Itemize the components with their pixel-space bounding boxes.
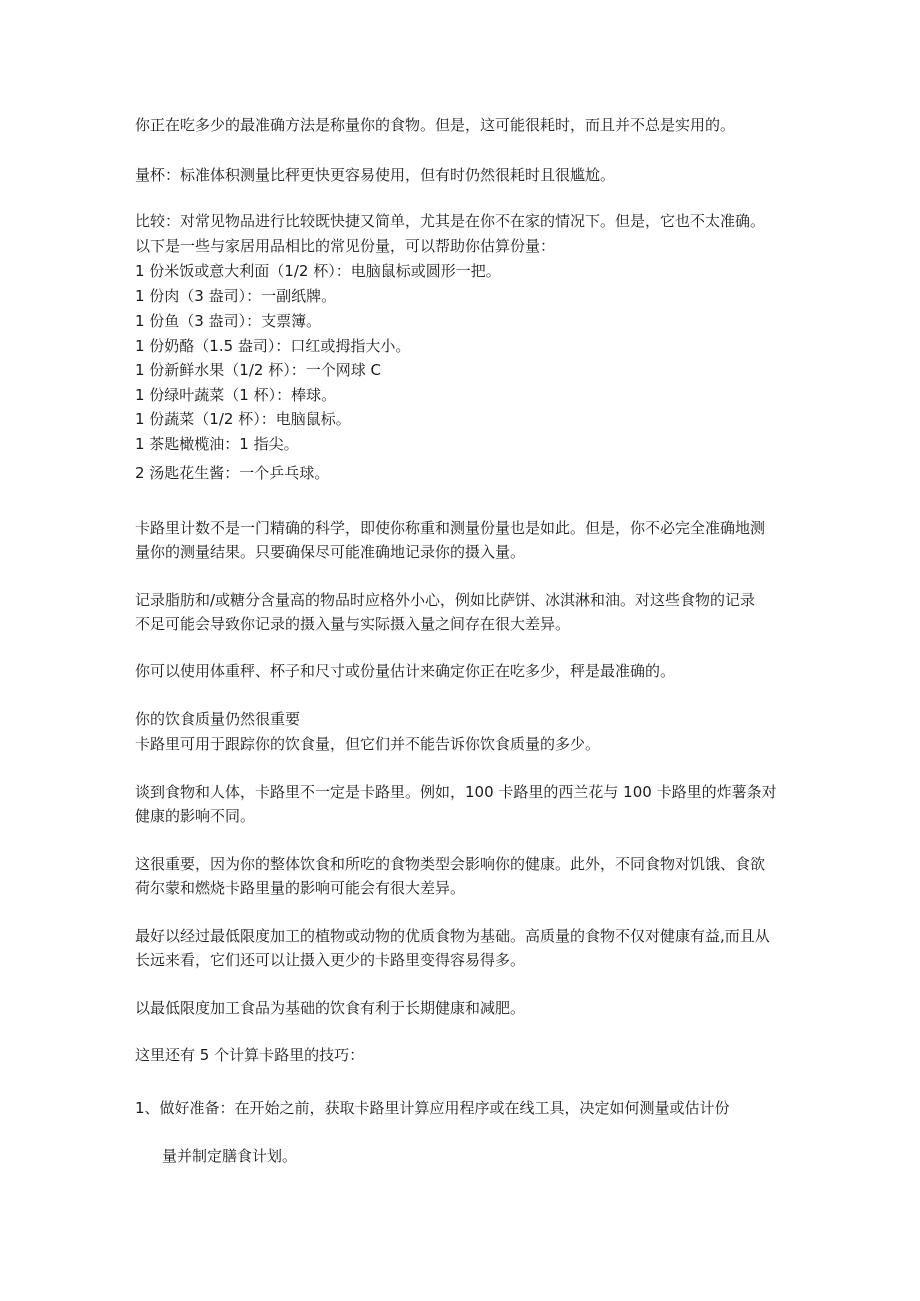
portion-item-greens: 1 份绿叶蔬菜（1 杯）：棒球。 — [135, 386, 337, 404]
tip-1-line1: 1、做好准备：在开始之前，获取卡路里计算应用程序或在线工具，决定如何测量或估计份 — [135, 1099, 730, 1117]
portion-item-rice: 1 份米饭或意大利面（1/2 杯）：电脑鼠标或圆形一把。 — [135, 262, 501, 280]
paragraph-measuring-cups: 量杯：标准体积测量比秤更快更容易使用，但有时仍然很耗时且很尴尬。 — [135, 166, 616, 184]
section-heading-diet-quality: 你的饮食质量仍然很重要 — [135, 710, 301, 728]
paragraph-calories-quality: 卡路里可用于跟踪你的饮食量，但它们并不能告诉你饮食质量的多少。 — [135, 735, 601, 753]
paragraph-calorie-example-line1: 谈到食物和人体，卡路里不一定是卡路里。例如，100 卡路里的西兰花与 100 卡路里的炸薯条对 — [135, 783, 777, 801]
paragraph-weighing-intro: 你正在吃多少的最准确方法是称量你的食物。但是，这可能很耗时，而且并不总是实用的。 — [135, 116, 736, 134]
portion-item-meat: 1 份肉（3 盎司）：一副纸牌。 — [135, 287, 337, 305]
paragraph-importance-line2: 荷尔蒙和燃烧卡路里量的影响可能会有很大差异。 — [135, 879, 466, 897]
paragraph-minimally-processed: 以最低限度加工食品为基础的饮食有利于长期健康和减肥。 — [135, 999, 526, 1017]
portion-list-intro: 以下是一些与家居用品相比的常见份量，可以帮助你估算份量： — [135, 237, 556, 255]
tips-intro: 这里还有 5 个计算卡路里的技巧： — [135, 1046, 365, 1064]
portion-item-vegetables: 1 份蔬菜（1/2 杯）：电脑鼠标。 — [135, 410, 351, 428]
portion-item-olive-oil: 1 茶匙橄榄油：1 指尖。 — [135, 435, 299, 453]
paragraph-importance-line1: 这很重要，因为你的整体饮食和所吃的食物类型会影响你的健康。此外，不同食物对饥饿、食欲 — [135, 855, 766, 873]
portion-item-peanut-butter: 2 汤匙花生酱：一个乒乓球。 — [135, 464, 330, 482]
portion-item-fruit: 1 份新鲜水果（1/2 杯）：一个网球 C — [135, 361, 381, 379]
paragraph-scale-summary: 你可以使用体重秤、杯子和尺寸或份量估计来确定你正在吃多少，秤是最准确的。 — [135, 662, 676, 680]
paragraph-not-exact-line2: 量你的测量结果。只要确保尽可能准确地记录你的摄入量。 — [135, 543, 526, 561]
portion-item-fish: 1 份鱼（3 盎司）：支票簿。 — [135, 312, 322, 330]
paragraph-quality-food-line1: 最好以经过最低限度加工的植物或动物的优质食物为基础。高质量的食物不仅对健康有益,而且从 — [135, 927, 770, 945]
tip-1-line2: 量并制定膳食计划。 — [162, 1147, 298, 1165]
paragraph-fat-sugar-line1: 记录脂肪和/或糖分含量高的物品时应格外小心，例如比萨饼、冰淇淋和油。对这些食物的记录 — [135, 591, 756, 609]
paragraph-calorie-example-line2: 健康的影响不同。 — [135, 807, 256, 825]
paragraph-comparison: 比较：对常见物品进行比较既快捷又简单，尤其是在你不在家的情况下。但是，它也不太准确。 — [135, 212, 766, 230]
paragraph-not-exact-line1: 卡路里计数不是一门精确的科学，即使你称重和测量份量也是如此。但是，你不必完全准确地测 — [135, 519, 766, 537]
paragraph-fat-sugar-line2: 不足可能会导致你记录的摄入量与实际摄入量之间存在很大差异。 — [135, 615, 571, 633]
paragraph-quality-food-line2: 长远来看，它们还可以让摄入更少的卡路里变得容易得多。 — [135, 951, 526, 969]
portion-item-cheese: 1 份奶酪（1.5 盎司）：口红或拇指大小。 — [135, 337, 411, 355]
